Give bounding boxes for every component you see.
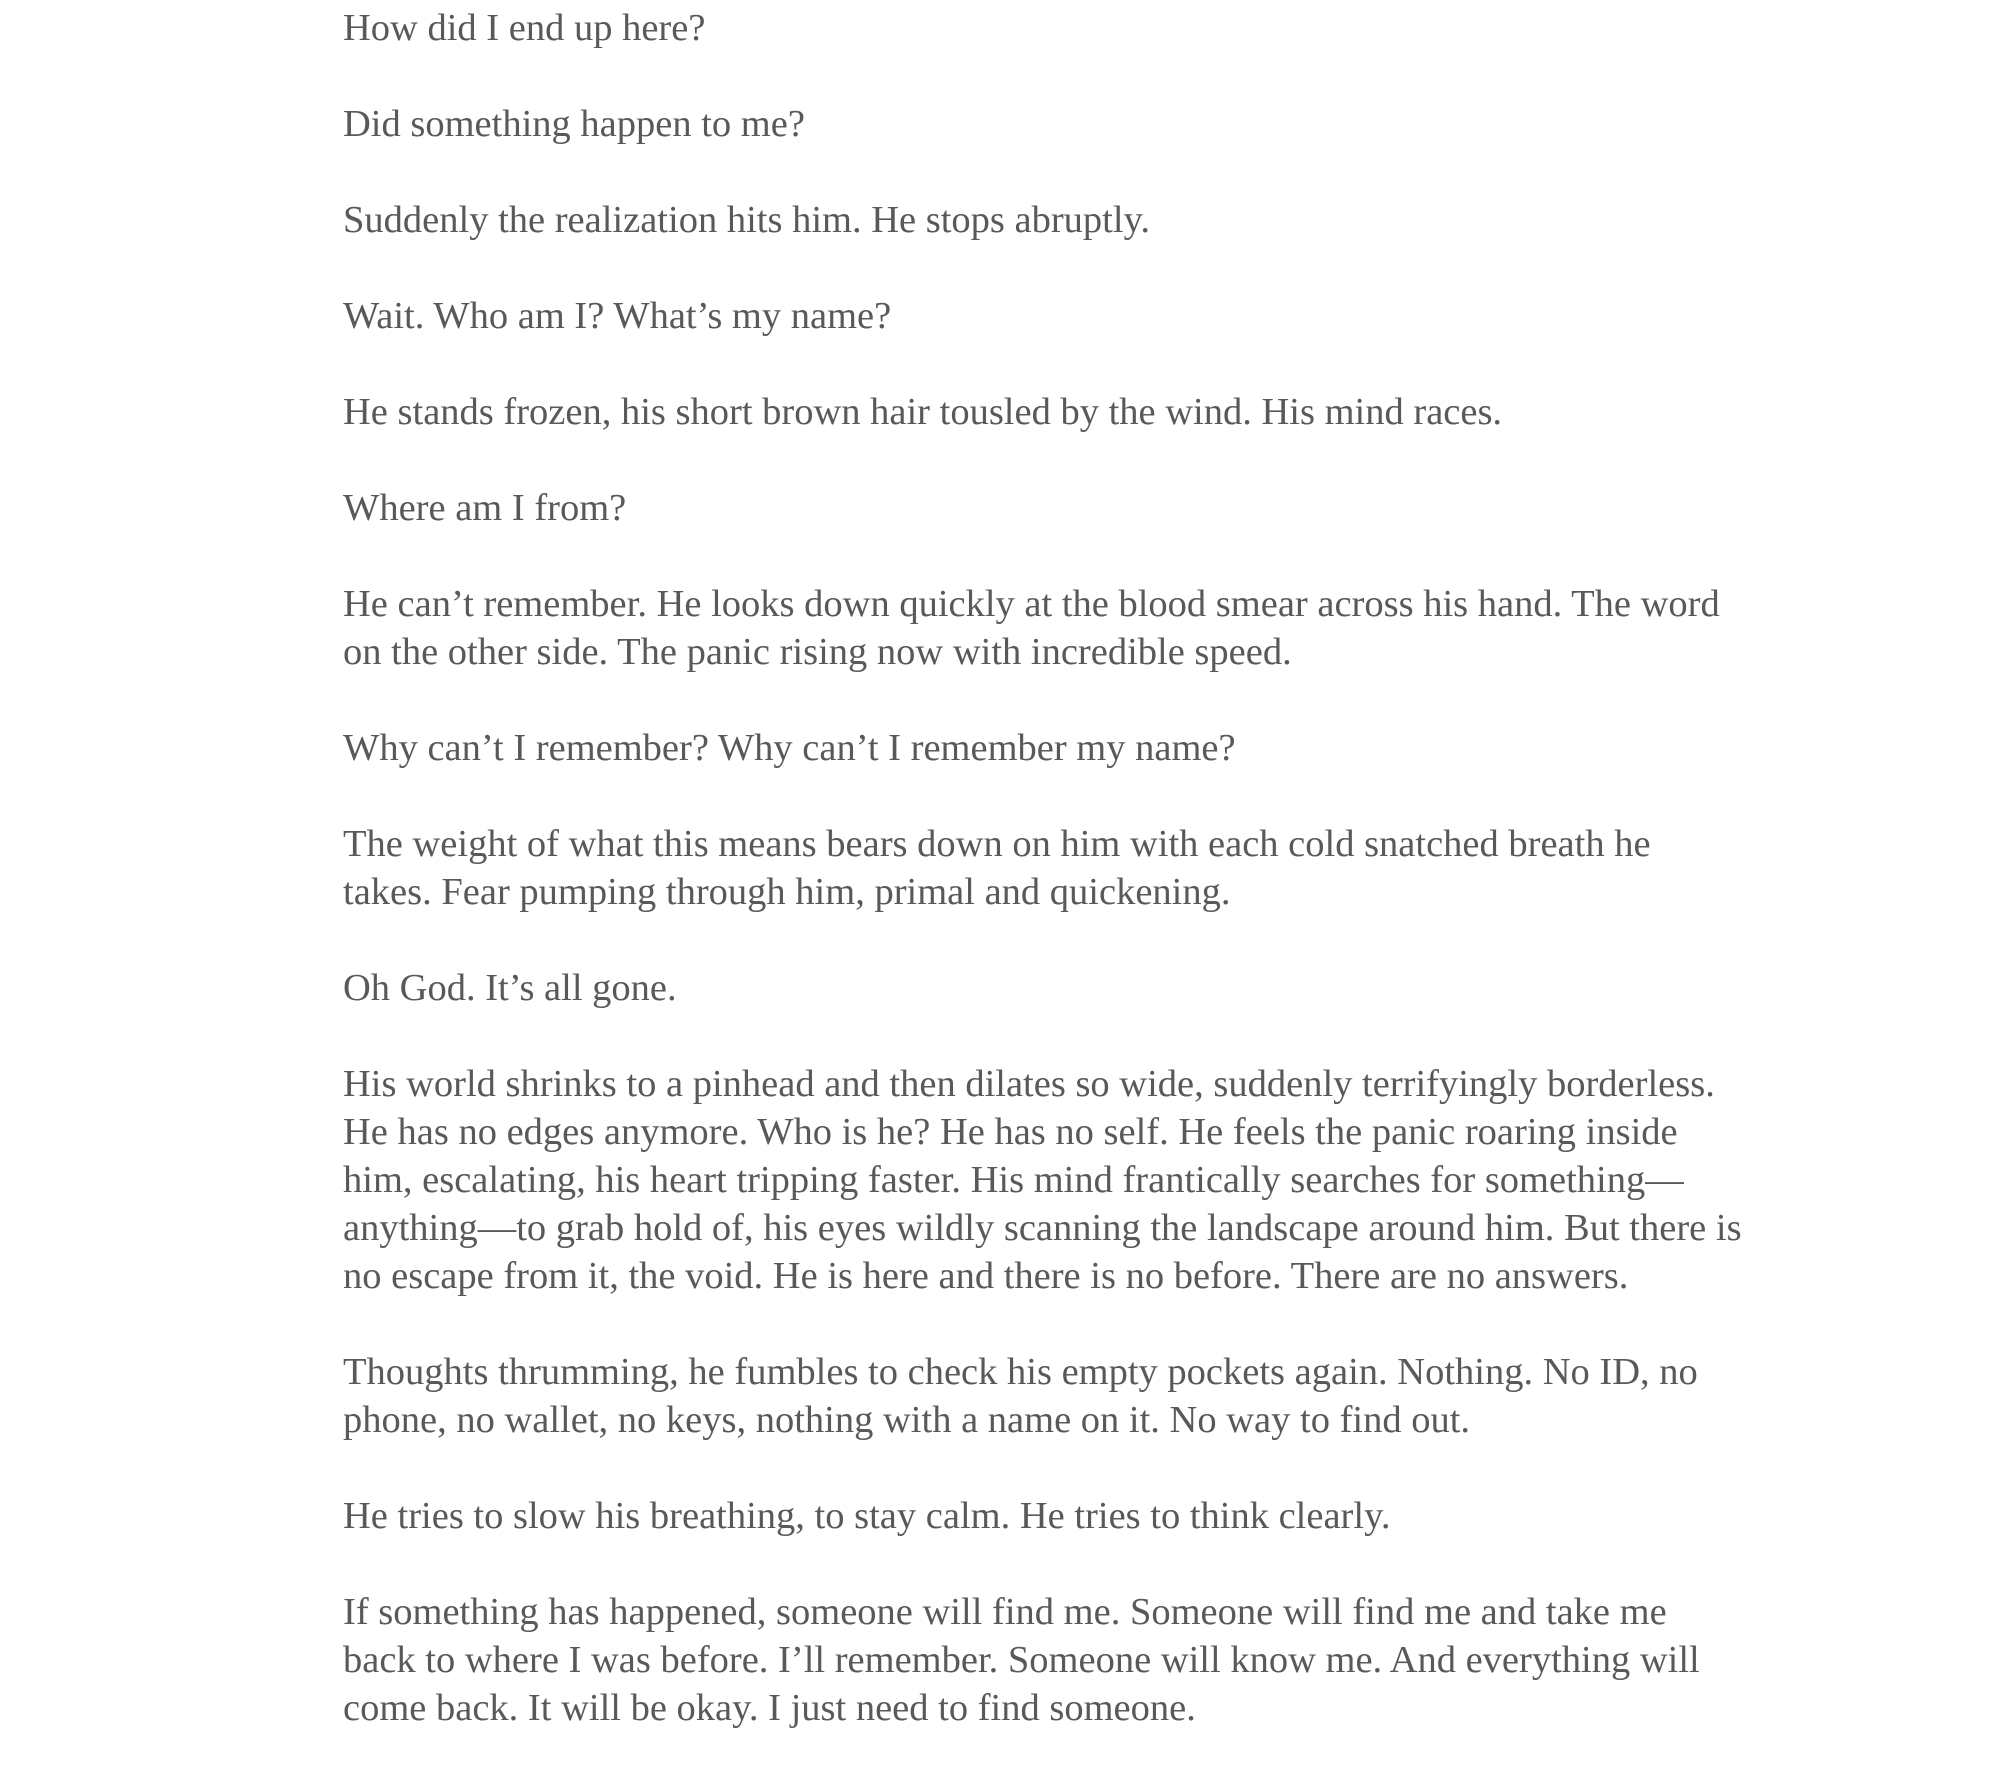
paragraph: Where am I from? (343, 487, 627, 529)
paragraph: His world shrinks to a pinhead and then dilates so wide, suddenly terrifyingly borderless. He has no edges anymore. Who is he? He has no self. He feels the panic roaring inside him, escalating, his heart tripping faster. His mind frantically searches for something—anything—to grab hold of, his eyes wildly scanning the landscape around him. But there is no escape from it, the void. He is here and there is no before. There are no answers. (343, 1063, 1742, 1297)
paragraph: Thoughts thrumming, he fumbles to check his empty pockets again. Nothing. No ID, no phone, no wallet, no keys, nothing with a name on it. No way to find out. (343, 1351, 1698, 1441)
paragraph: How did I end up here? (343, 7, 706, 49)
paragraph: Suddenly the realization hits him. He stops abruptly. (343, 199, 1150, 241)
paragraph: The weight of what this means bears down on him with each cold snatched breath he takes. Fear pumping through him, primal and quickening. (343, 823, 1651, 913)
paragraph: He can’t remember. He looks down quickly at the blood smear across his hand. The word on the other side. The panic rising now with incredible speed. (343, 583, 1720, 673)
paragraph: Wait. Who am I? What’s my name? (343, 295, 892, 337)
paragraph: Oh God. It’s all gone. (343, 967, 677, 1009)
paragraph: He tries to slow his breathing, to stay calm. He tries to think clearly. (343, 1495, 1391, 1537)
paragraph: Why can’t I remember? Why can’t I remember my name? (343, 727, 1236, 769)
paragraph: He stands frozen, his short brown hair tousled by the wind. His mind races. (343, 391, 1503, 433)
document-page (343, 0, 1743, 1780)
paragraph: If something has happened, someone will find me. Someone will find me and take me back to where I was before. I’ll remember. Someone will know me. And everything will come back. It will be okay. I just need to find someone. (343, 1591, 1700, 1729)
paragraph: Did something happen to me? (343, 103, 805, 145)
